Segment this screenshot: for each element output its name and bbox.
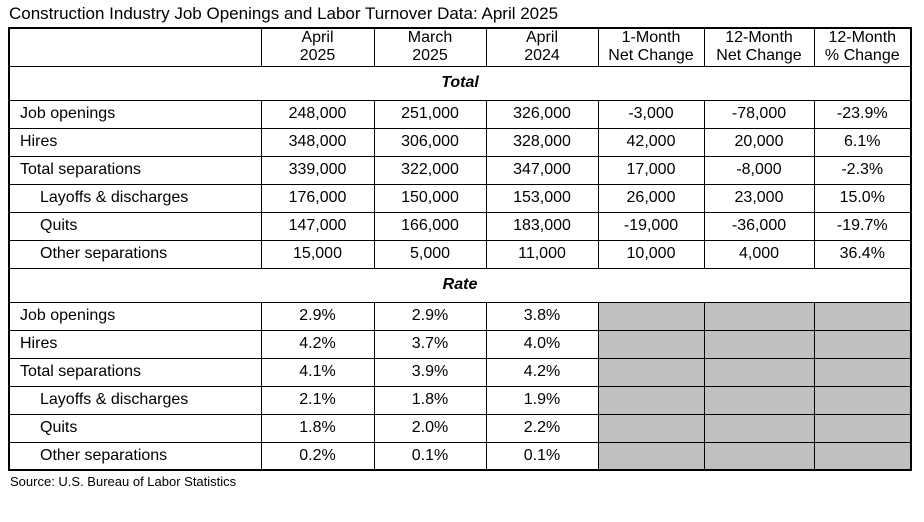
- table-row: [9, 386, 911, 414]
- value-cell: 10,000: [598, 240, 704, 268]
- value-cell: 2.9%: [261, 302, 374, 330]
- value-cell: 17,000: [598, 156, 704, 184]
- value-cell: 339,000: [261, 156, 374, 184]
- value-cell: -2.3%: [814, 156, 911, 184]
- shaded-cell: [814, 386, 911, 414]
- value-cell: -78,000: [704, 100, 814, 128]
- jolts-data-table: [8, 27, 912, 471]
- row-label: Hires: [9, 330, 261, 358]
- value-cell: 1.8%: [374, 386, 486, 414]
- value-cell: 0.1%: [374, 442, 486, 470]
- shaded-cell: [598, 330, 704, 358]
- table-row: [9, 240, 911, 268]
- row-label: Quits: [9, 414, 261, 442]
- column-header-line2: 2025: [412, 47, 448, 65]
- column-header-line1: 12-Month: [725, 29, 793, 47]
- shaded-cell: [704, 358, 814, 386]
- table-row: [9, 212, 911, 240]
- source-note: Source: U.S. Bureau of Labor Statistics: [10, 474, 237, 489]
- table-row: [9, 128, 911, 156]
- column-header-line2: Net Change: [716, 47, 802, 65]
- value-cell: 2.1%: [261, 386, 374, 414]
- shaded-cell: [704, 302, 814, 330]
- shaded-cell: [598, 302, 704, 330]
- value-cell: 36.4%: [814, 240, 911, 268]
- table-row: [9, 442, 911, 470]
- value-cell: 328,000: [486, 128, 598, 156]
- value-cell: 11,000: [486, 240, 598, 268]
- row-label: Other separations: [9, 240, 261, 268]
- shaded-cell: [704, 330, 814, 358]
- row-label: Layoffs & discharges: [9, 386, 261, 414]
- value-cell: 306,000: [374, 128, 486, 156]
- table-header-row: [9, 28, 911, 66]
- value-cell: 1.9%: [486, 386, 598, 414]
- value-cell: 348,000: [261, 128, 374, 156]
- value-cell: 326,000: [486, 100, 598, 128]
- value-cell: 5,000: [374, 240, 486, 268]
- value-cell: 3.7%: [374, 330, 486, 358]
- value-cell: 248,000: [261, 100, 374, 128]
- shaded-cell: [814, 330, 911, 358]
- value-cell: 347,000: [486, 156, 598, 184]
- column-header-april-2024: [486, 28, 598, 66]
- section-header-rate: Rate: [9, 268, 911, 302]
- value-cell: 1.8%: [261, 414, 374, 442]
- row-label: Total separations: [9, 358, 261, 386]
- shaded-cell: [704, 414, 814, 442]
- value-cell: 0.2%: [261, 442, 374, 470]
- value-cell: 3.8%: [486, 302, 598, 330]
- column-header-line1: March: [407, 29, 453, 47]
- table-row: [9, 100, 911, 128]
- value-cell: 2.2%: [486, 414, 598, 442]
- row-label: Job openings: [9, 302, 261, 330]
- column-header-march-2025: [374, 28, 486, 66]
- column-header-line1: 12-Month: [828, 29, 897, 47]
- shaded-cell: [598, 358, 704, 386]
- column-header-line2: 2025: [299, 47, 336, 65]
- value-cell: -19.7%: [814, 212, 911, 240]
- column-header-line1: 1-Month: [621, 29, 681, 47]
- value-cell: 4.2%: [261, 330, 374, 358]
- value-cell: 4.0%: [486, 330, 598, 358]
- column-header-line1: April: [525, 29, 558, 47]
- value-cell: 6.1%: [814, 128, 911, 156]
- value-cell: 15,000: [261, 240, 374, 268]
- value-cell: 2.0%: [374, 414, 486, 442]
- value-cell: 176,000: [261, 184, 374, 212]
- value-cell: 183,000: [486, 212, 598, 240]
- row-label-column-header: [9, 28, 261, 66]
- shaded-cell: [598, 414, 704, 442]
- value-cell: -36,000: [704, 212, 814, 240]
- column-header-line2: Net Change: [608, 47, 694, 65]
- value-cell: 2.9%: [374, 302, 486, 330]
- column-header-april-2025: [261, 28, 374, 66]
- table-body: [9, 66, 911, 470]
- value-cell: 4.2%: [486, 358, 598, 386]
- column-header-line2: % Change: [824, 47, 900, 65]
- row-label: Other separations: [9, 442, 261, 470]
- section-header-row: [9, 66, 911, 100]
- value-cell: -19,000: [598, 212, 704, 240]
- shaded-cell: [598, 386, 704, 414]
- value-cell: 251,000: [374, 100, 486, 128]
- value-cell: 0.1%: [486, 442, 598, 470]
- section-header-row: [9, 268, 911, 302]
- table-row: [9, 302, 911, 330]
- value-cell: 166,000: [374, 212, 486, 240]
- value-cell: 26,000: [598, 184, 704, 212]
- page-title: Construction Industry Job Openings and Labor Turnover Data: April 2025: [9, 4, 559, 23]
- value-cell: 147,000: [261, 212, 374, 240]
- shaded-cell: [704, 386, 814, 414]
- row-label: Job openings: [9, 100, 261, 128]
- value-cell: 23,000: [704, 184, 814, 212]
- shaded-cell: [814, 414, 911, 442]
- value-cell: -8,000: [704, 156, 814, 184]
- value-cell: 3.9%: [374, 358, 486, 386]
- shaded-cell: [598, 442, 704, 470]
- shaded-cell: [704, 442, 814, 470]
- value-cell: 322,000: [374, 156, 486, 184]
- row-label: Quits: [9, 212, 261, 240]
- value-cell: -23.9%: [814, 100, 911, 128]
- column-header-line2: 2024: [524, 47, 560, 65]
- value-cell: 153,000: [486, 184, 598, 212]
- shaded-cell: [814, 302, 911, 330]
- value-cell: 15.0%: [814, 184, 911, 212]
- value-cell: 20,000: [704, 128, 814, 156]
- table-row: [9, 358, 911, 386]
- table-row: [9, 184, 911, 212]
- column-header-line1: April: [301, 29, 334, 47]
- table-row: [9, 330, 911, 358]
- table-header: [9, 28, 911, 66]
- row-label: Layoffs & discharges: [9, 184, 261, 212]
- value-cell: -3,000: [598, 100, 704, 128]
- column-header-12-month-pct-change: [814, 28, 911, 66]
- row-label: Hires: [9, 128, 261, 156]
- value-cell: 42,000: [598, 128, 704, 156]
- table-row: [9, 414, 911, 442]
- row-label: Total separations: [9, 156, 261, 184]
- section-header-total: Total: [9, 66, 911, 100]
- shaded-cell: [814, 358, 911, 386]
- table-row: [9, 156, 911, 184]
- column-header-1-month-net-change: [598, 28, 704, 66]
- value-cell: 150,000: [374, 184, 486, 212]
- column-header-12-month-net-change: [704, 28, 814, 66]
- shaded-cell: [814, 442, 911, 470]
- value-cell: 4.1%: [261, 358, 374, 386]
- value-cell: 4,000: [704, 240, 814, 268]
